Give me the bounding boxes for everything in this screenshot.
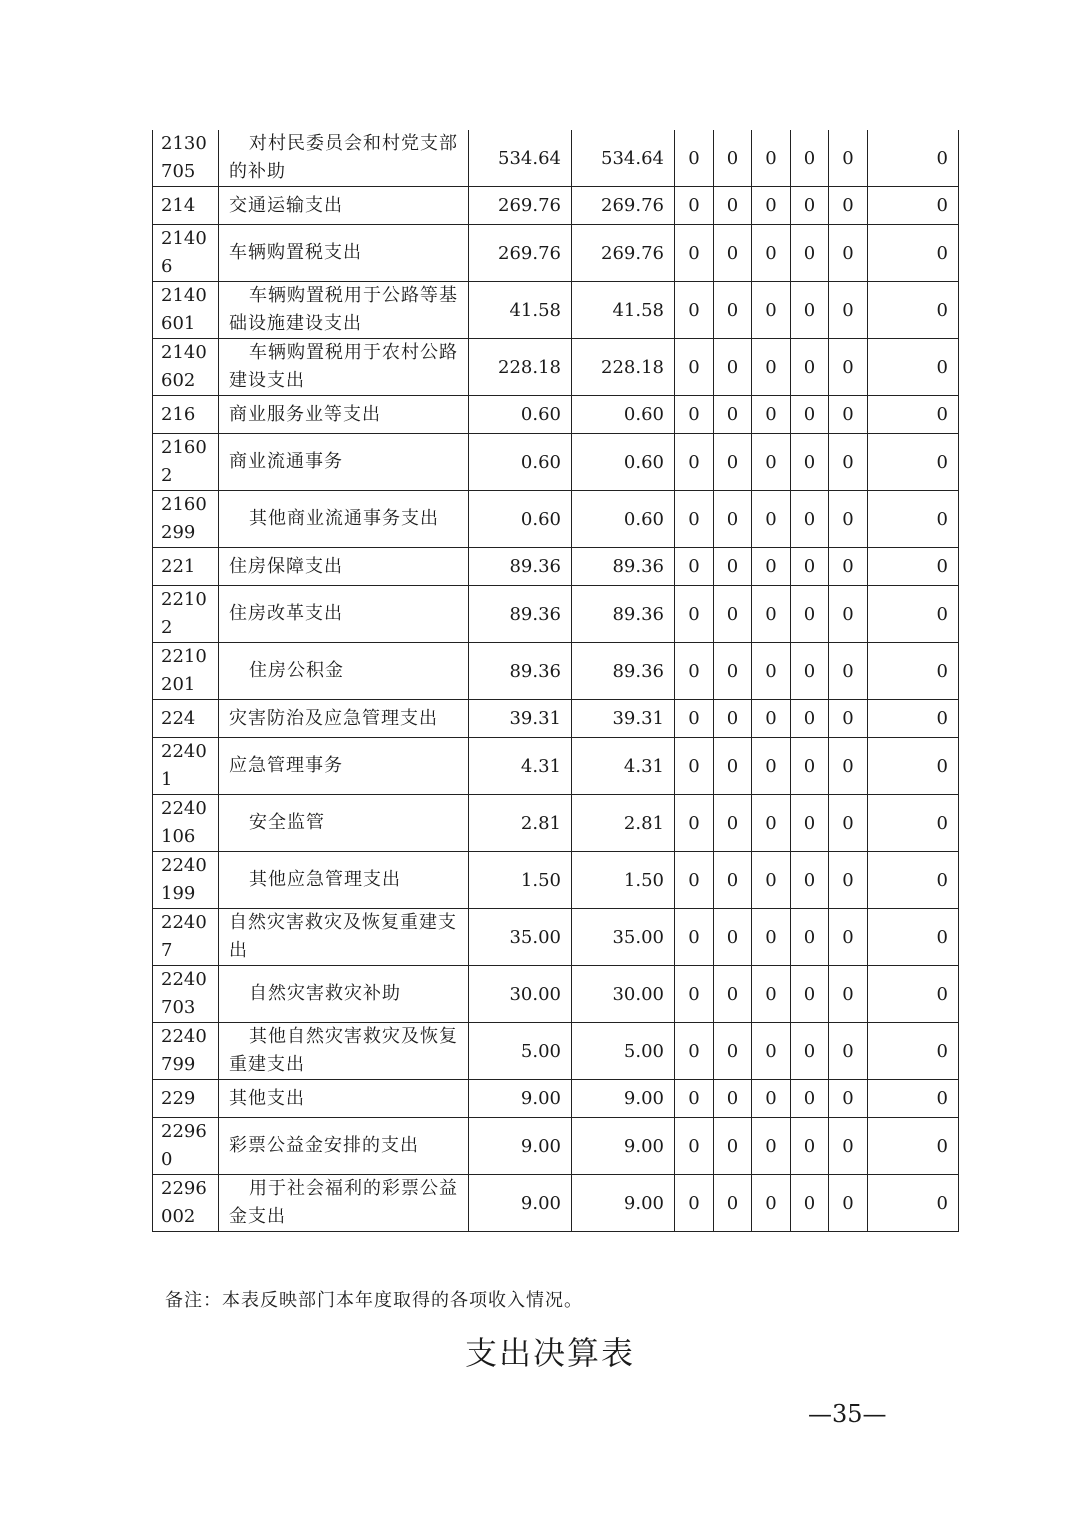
basic-amount-cell: 0.60 xyxy=(572,434,675,491)
subject-code-cell: 214 xyxy=(153,187,219,225)
basic-amount-cell: 0.60 xyxy=(572,396,675,434)
amount-cell: 0 xyxy=(791,396,829,434)
amount-cell: 0 xyxy=(791,738,829,795)
amount-cell: 0 xyxy=(752,187,791,225)
subject-code-cell: 2140 6 xyxy=(153,225,219,282)
amount-cell: 0 xyxy=(868,643,959,700)
subject-name-cell: 安全监管 xyxy=(219,795,469,852)
table-row xyxy=(153,339,959,396)
amount-cell: 0 xyxy=(714,282,752,339)
amount-cell: 0 xyxy=(829,1175,868,1232)
amount-cell: 0 xyxy=(675,187,714,225)
amount-cell: 0 xyxy=(714,187,752,225)
basic-amount-cell: 9.00 xyxy=(572,1175,675,1232)
amount-cell: 0 xyxy=(791,339,829,396)
amount-cell: 0 xyxy=(675,966,714,1023)
amount-cell: 0 xyxy=(752,339,791,396)
subject-name-cell: 住房公积金 xyxy=(219,643,469,700)
total-amount-cell: 269.76 xyxy=(469,187,572,225)
basic-amount-cell: 39.31 xyxy=(572,700,675,738)
table-row xyxy=(153,966,959,1023)
amount-cell: 0 xyxy=(791,852,829,909)
total-amount-cell: 0.60 xyxy=(469,491,572,548)
total-amount-cell: 89.36 xyxy=(469,548,572,586)
amount-cell: 0 xyxy=(752,738,791,795)
amount-cell: 0 xyxy=(791,434,829,491)
basic-amount-cell: 5.00 xyxy=(572,1023,675,1080)
basic-amount-cell: 30.00 xyxy=(572,966,675,1023)
amount-cell: 0 xyxy=(714,966,752,1023)
table-row xyxy=(153,187,959,225)
amount-cell: 0 xyxy=(868,852,959,909)
basic-amount-cell: 4.31 xyxy=(572,738,675,795)
amount-cell: 0 xyxy=(791,586,829,643)
amount-cell: 0 xyxy=(714,795,752,852)
amount-cell: 0 xyxy=(675,586,714,643)
subject-code-cell: 2240 106 xyxy=(153,795,219,852)
amount-cell: 0 xyxy=(714,1080,752,1118)
amount-cell: 0 xyxy=(714,643,752,700)
amount-cell: 0 xyxy=(829,1023,868,1080)
amount-cell: 0 xyxy=(829,909,868,966)
amount-cell: 0 xyxy=(675,225,714,282)
amount-cell: 0 xyxy=(752,852,791,909)
amount-cell: 0 xyxy=(868,795,959,852)
basic-amount-cell: 9.00 xyxy=(572,1080,675,1118)
subject-code-cell: 216 xyxy=(153,396,219,434)
amount-cell: 0 xyxy=(791,225,829,282)
amount-cell: 0 xyxy=(791,548,829,586)
page-number: —35— xyxy=(808,1400,887,1428)
table-row xyxy=(153,1118,959,1175)
amount-cell: 0 xyxy=(752,966,791,1023)
amount-cell: 0 xyxy=(752,434,791,491)
amount-cell: 0 xyxy=(829,1080,868,1118)
subject-name-cell: 其他应急管理支出 xyxy=(219,852,469,909)
amount-cell: 0 xyxy=(791,909,829,966)
amount-cell: 0 xyxy=(714,491,752,548)
basic-amount-cell: 1.50 xyxy=(572,852,675,909)
amount-cell: 0 xyxy=(752,909,791,966)
amount-cell: 0 xyxy=(829,396,868,434)
amount-cell: 0 xyxy=(675,1080,714,1118)
expenditure-table xyxy=(152,130,959,1232)
table-row xyxy=(153,434,959,491)
amount-cell: 0 xyxy=(829,339,868,396)
total-amount-cell: 269.76 xyxy=(469,225,572,282)
amount-cell: 0 xyxy=(675,1118,714,1175)
amount-cell: 0 xyxy=(868,396,959,434)
subject-code-cell: 2240 1 xyxy=(153,738,219,795)
amount-cell: 0 xyxy=(868,1080,959,1118)
table-row xyxy=(153,700,959,738)
amount-cell: 0 xyxy=(714,852,752,909)
amount-cell: 0 xyxy=(829,491,868,548)
amount-cell: 0 xyxy=(714,738,752,795)
total-amount-cell: 30.00 xyxy=(469,966,572,1023)
subject-code-cell: 2140 602 xyxy=(153,339,219,396)
amount-cell: 0 xyxy=(791,643,829,700)
subject-code-cell: 2240 799 xyxy=(153,1023,219,1080)
subject-name-cell: 对村民委员会和村党支部的补助 xyxy=(219,130,469,187)
table-body xyxy=(153,130,959,1232)
subject-name-cell: 车辆购置税用于公路等基础设施建设支出 xyxy=(219,282,469,339)
amount-cell: 0 xyxy=(714,586,752,643)
amount-cell: 0 xyxy=(791,282,829,339)
table-row xyxy=(153,130,959,187)
table-row xyxy=(153,852,959,909)
subject-name-cell: 商业服务业等支出 xyxy=(219,396,469,434)
amount-cell: 0 xyxy=(868,966,959,1023)
subject-name-cell: 住房保障支出 xyxy=(219,548,469,586)
subject-code-cell: 2210 2 xyxy=(153,586,219,643)
table-row xyxy=(153,282,959,339)
subject-name-cell: 车辆购置税用于农村公路建设支出 xyxy=(219,339,469,396)
amount-cell: 0 xyxy=(868,738,959,795)
basic-amount-cell: 0.60 xyxy=(572,491,675,548)
amount-cell: 0 xyxy=(829,795,868,852)
total-amount-cell: 39.31 xyxy=(469,700,572,738)
amount-cell: 0 xyxy=(714,700,752,738)
subject-code-cell: 2296 002 xyxy=(153,1175,219,1232)
subject-code-cell: 229 xyxy=(153,1080,219,1118)
total-amount-cell: 534.64 xyxy=(469,130,572,187)
amount-cell: 0 xyxy=(868,130,959,187)
total-amount-cell: 4.31 xyxy=(469,738,572,795)
amount-cell: 0 xyxy=(714,548,752,586)
amount-cell: 0 xyxy=(791,795,829,852)
amount-cell: 0 xyxy=(829,966,868,1023)
basic-amount-cell: 89.36 xyxy=(572,548,675,586)
amount-cell: 0 xyxy=(791,966,829,1023)
section-title: 支出决算表 xyxy=(464,1334,635,1372)
amount-cell: 0 xyxy=(829,643,868,700)
amount-cell: 0 xyxy=(829,225,868,282)
subject-name-cell: 其他自然灾害救灾及恢复重建支出 xyxy=(219,1023,469,1080)
table-row xyxy=(153,795,959,852)
basic-amount-cell: 41.58 xyxy=(572,282,675,339)
subject-code-cell: 2210 201 xyxy=(153,643,219,700)
amount-cell: 0 xyxy=(829,130,868,187)
total-amount-cell: 228.18 xyxy=(469,339,572,396)
subject-code-cell: 224 xyxy=(153,700,219,738)
amount-cell: 0 xyxy=(791,1080,829,1118)
total-amount-cell: 2.81 xyxy=(469,795,572,852)
amount-cell: 0 xyxy=(675,396,714,434)
table-row xyxy=(153,548,959,586)
amount-cell: 0 xyxy=(714,130,752,187)
amount-cell: 0 xyxy=(791,130,829,187)
amount-cell: 0 xyxy=(675,339,714,396)
amount-cell: 0 xyxy=(675,1175,714,1232)
amount-cell: 0 xyxy=(675,909,714,966)
subject-code-cell: 2160 299 xyxy=(153,491,219,548)
basic-amount-cell: 269.76 xyxy=(572,225,675,282)
subject-name-cell: 住房改革支出 xyxy=(219,586,469,643)
subject-name-cell: 其他支出 xyxy=(219,1080,469,1118)
amount-cell: 0 xyxy=(714,1175,752,1232)
total-amount-cell: 89.36 xyxy=(469,586,572,643)
subject-name-cell: 自然灾害救灾补助 xyxy=(219,966,469,1023)
amount-cell: 0 xyxy=(752,225,791,282)
amount-cell: 0 xyxy=(868,339,959,396)
amount-cell: 0 xyxy=(675,643,714,700)
total-amount-cell: 9.00 xyxy=(469,1175,572,1232)
amount-cell: 0 xyxy=(675,738,714,795)
subject-name-cell: 商业流通事务 xyxy=(219,434,469,491)
amount-cell: 0 xyxy=(752,1023,791,1080)
subject-name-cell: 灾害防治及应急管理支出 xyxy=(219,700,469,738)
total-amount-cell: 0.60 xyxy=(469,434,572,491)
amount-cell: 0 xyxy=(791,187,829,225)
amount-cell: 0 xyxy=(868,586,959,643)
subject-name-cell: 自然灾害救灾及恢复重建支出 xyxy=(219,909,469,966)
basic-amount-cell: 89.36 xyxy=(572,643,675,700)
table-row xyxy=(153,586,959,643)
amount-cell: 0 xyxy=(714,339,752,396)
amount-cell: 0 xyxy=(752,586,791,643)
table-row xyxy=(153,225,959,282)
amount-cell: 0 xyxy=(791,1175,829,1232)
total-amount-cell: 9.00 xyxy=(469,1118,572,1175)
amount-cell: 0 xyxy=(791,491,829,548)
amount-cell: 0 xyxy=(791,1023,829,1080)
subject-name-cell: 其他商业流通事务支出 xyxy=(219,491,469,548)
amount-cell: 0 xyxy=(752,282,791,339)
total-amount-cell: 89.36 xyxy=(469,643,572,700)
subject-code-cell: 2160 2 xyxy=(153,434,219,491)
amount-cell: 0 xyxy=(868,491,959,548)
amount-cell: 0 xyxy=(752,548,791,586)
amount-cell: 0 xyxy=(829,700,868,738)
amount-cell: 0 xyxy=(752,491,791,548)
subject-code-cell: 2240 7 xyxy=(153,909,219,966)
amount-cell: 0 xyxy=(752,643,791,700)
amount-cell: 0 xyxy=(752,130,791,187)
subject-code-cell: 221 xyxy=(153,548,219,586)
subject-code-cell: 2240 703 xyxy=(153,966,219,1023)
amount-cell: 0 xyxy=(829,586,868,643)
basic-amount-cell: 534.64 xyxy=(572,130,675,187)
amount-cell: 0 xyxy=(829,1118,868,1175)
amount-cell: 0 xyxy=(829,548,868,586)
amount-cell: 0 xyxy=(829,852,868,909)
table-row xyxy=(153,1023,959,1080)
table-row xyxy=(153,1080,959,1118)
table-row xyxy=(153,643,959,700)
subject-name-cell: 车辆购置税支出 xyxy=(219,225,469,282)
amount-cell: 0 xyxy=(829,434,868,491)
amount-cell: 0 xyxy=(714,434,752,491)
subject-code-cell: 2130 705 xyxy=(153,130,219,187)
subject-name-cell: 彩票公益金安排的支出 xyxy=(219,1118,469,1175)
amount-cell: 0 xyxy=(714,1118,752,1175)
amount-cell: 0 xyxy=(752,1175,791,1232)
amount-cell: 0 xyxy=(752,700,791,738)
basic-amount-cell: 9.00 xyxy=(572,1118,675,1175)
amount-cell: 0 xyxy=(675,1023,714,1080)
basic-amount-cell: 2.81 xyxy=(572,795,675,852)
amount-cell: 0 xyxy=(714,396,752,434)
basic-amount-cell: 35.00 xyxy=(572,909,675,966)
amount-cell: 0 xyxy=(868,225,959,282)
amount-cell: 0 xyxy=(675,434,714,491)
amount-cell: 0 xyxy=(829,738,868,795)
amount-cell: 0 xyxy=(675,795,714,852)
subject-name-cell: 用于社会福利的彩票公益金支出 xyxy=(219,1175,469,1232)
basic-amount-cell: 228.18 xyxy=(572,339,675,396)
amount-cell: 0 xyxy=(868,434,959,491)
subject-code-cell: 2240 199 xyxy=(153,852,219,909)
amount-cell: 0 xyxy=(791,1118,829,1175)
total-amount-cell: 41.58 xyxy=(469,282,572,339)
amount-cell: 0 xyxy=(868,1023,959,1080)
amount-cell: 0 xyxy=(675,491,714,548)
amount-cell: 0 xyxy=(752,795,791,852)
amount-cell: 0 xyxy=(752,1080,791,1118)
amount-cell: 0 xyxy=(675,548,714,586)
amount-cell: 0 xyxy=(829,187,868,225)
amount-cell: 0 xyxy=(868,700,959,738)
total-amount-cell: 0.60 xyxy=(469,396,572,434)
amount-cell: 0 xyxy=(752,1118,791,1175)
basic-amount-cell: 269.76 xyxy=(572,187,675,225)
amount-cell: 0 xyxy=(868,282,959,339)
amount-cell: 0 xyxy=(868,548,959,586)
amount-cell: 0 xyxy=(791,700,829,738)
amount-cell: 0 xyxy=(868,1118,959,1175)
amount-cell: 0 xyxy=(675,700,714,738)
amount-cell: 0 xyxy=(868,1175,959,1232)
total-amount-cell: 5.00 xyxy=(469,1023,572,1080)
total-amount-cell: 1.50 xyxy=(469,852,572,909)
subject-code-cell: 2296 0 xyxy=(153,1118,219,1175)
amount-cell: 0 xyxy=(714,1023,752,1080)
table-row xyxy=(153,491,959,548)
amount-cell: 0 xyxy=(675,282,714,339)
amount-cell: 0 xyxy=(868,187,959,225)
amount-cell: 0 xyxy=(752,396,791,434)
amount-cell: 0 xyxy=(714,909,752,966)
amount-cell: 0 xyxy=(675,130,714,187)
table-row xyxy=(153,1175,959,1232)
total-amount-cell: 9.00 xyxy=(469,1080,572,1118)
table-note: 备注：本表反映部门本年度取得的各项收入情况。 xyxy=(165,1290,583,1311)
amount-cell: 0 xyxy=(868,909,959,966)
subject-name-cell: 交通运输支出 xyxy=(219,187,469,225)
subject-name-cell: 应急管理事务 xyxy=(219,738,469,795)
subject-code-cell: 2140 601 xyxy=(153,282,219,339)
amount-cell: 0 xyxy=(829,282,868,339)
amount-cell: 0 xyxy=(675,852,714,909)
table-row xyxy=(153,909,959,966)
table-row xyxy=(153,738,959,795)
basic-amount-cell: 89.36 xyxy=(572,586,675,643)
amount-cell: 0 xyxy=(714,225,752,282)
total-amount-cell: 35.00 xyxy=(469,909,572,966)
table-row xyxy=(153,396,959,434)
